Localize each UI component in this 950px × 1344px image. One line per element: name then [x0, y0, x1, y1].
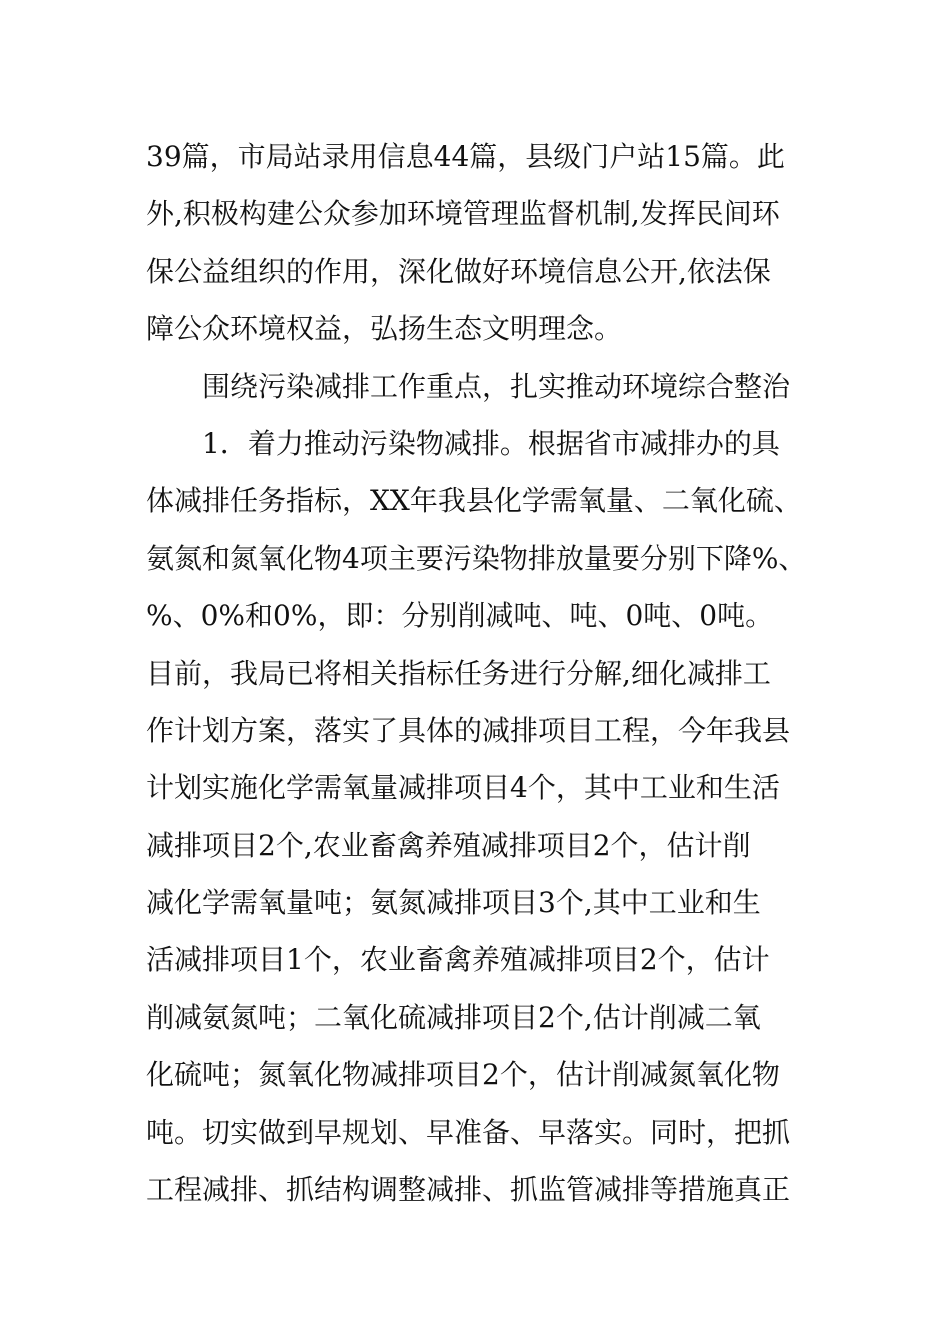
text-line: 1．着力推动污染物减排。根据省市减排办的具 — [202, 426, 780, 460]
text-line: 活减排项目1个，农业畜禽养殖减排项目2个，估计 — [146, 943, 770, 977]
text-line: 化硫吨；氮氧化物减排项目2个，估计削减氮氧化物 — [146, 1058, 780, 1092]
text-line: 体减排任务指标，XX年我县化学需氧量、二氧化硫、 — [146, 484, 802, 518]
text-line: 作计划方案，落实了具体的减排项目工程，今年我县 — [146, 713, 791, 747]
text-line: 计划实施化学需氧量减排项目4个，其中工业和生活 — [146, 771, 780, 805]
text-line: 减化学需氧量吨；氨氮减排项目3个,其中工业和生 — [146, 886, 761, 920]
text-line: 工程减排、抓结构调整减排、抓监管减排等措施真正 — [146, 1173, 791, 1207]
text-line: %、0%和0%，即：分别削减吨、吨、0吨、0吨。 — [146, 599, 774, 633]
text-line: 削减氨氮吨；二氧化硫减排项目2个,估计削减二氧 — [146, 1000, 761, 1034]
text-line: 保公益组织的作用，深化做好环境信息公开,依法保 — [146, 254, 771, 288]
text-line: 吨。切实做到早规划、早准备、早落实。同时，把抓 — [146, 1115, 791, 1149]
text-line: 氨氮和氮氧化物4项主要污染物排放量要分别下降%、 — [146, 541, 807, 575]
text-line: 39篇，市局站录用信息44篇，县级门户站15篇。此 — [146, 140, 785, 173]
text-line: 外,积极构建公众参加环境管理监督机制,发挥民间环 — [146, 197, 780, 231]
section-heading: 围绕污染减排工作重点，扎实推动环境综合整治 — [202, 369, 791, 403]
text-line: 减排项目2个,农业畜禽养殖减排项目2个，估计削 — [146, 828, 751, 862]
text-line: 目前，我局已将相关指标任务进行分解,细化减排工 — [146, 656, 771, 690]
body-text — [146, 128, 816, 1218]
text-line: 障公众环境权益，弘扬生态文明理念。 — [146, 312, 623, 346]
